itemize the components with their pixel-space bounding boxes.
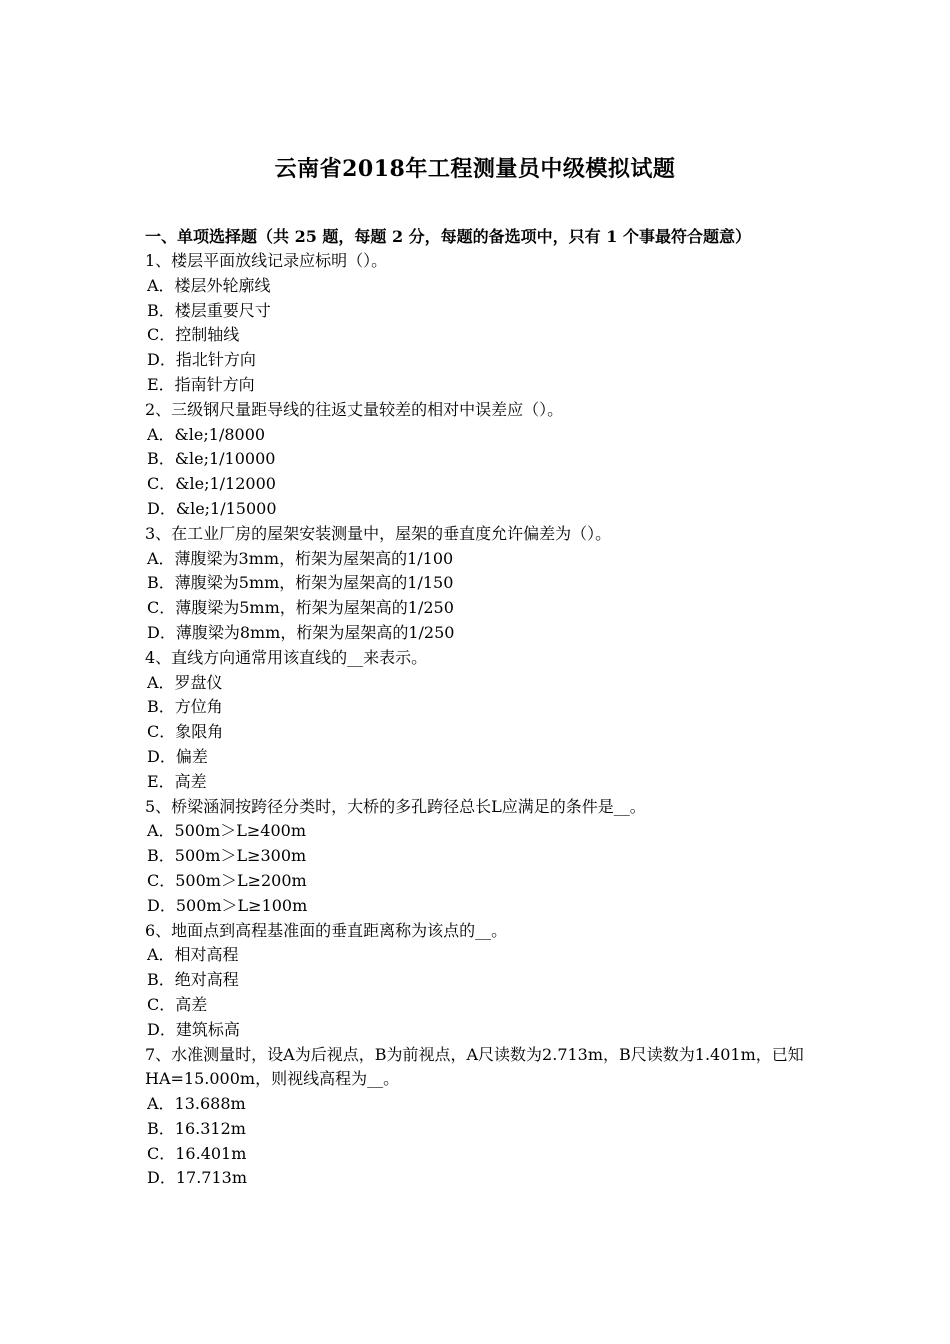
option-c: C．500m＞L≥200m [147, 870, 307, 890]
option-d: D．指北针方向 [147, 350, 256, 370]
question-stem: 1、楼层平面放线记录应标明（）。 [145, 251, 388, 270]
option-e: E．指南针方向 [147, 374, 255, 394]
question-stem: 4、直线方向通常用该直线的__来表示。 [145, 647, 428, 667]
question-stem: 5、桥梁涵洞按跨径分类时，大桥的多孔跨径总长L应满足的条件是__。 [145, 796, 646, 816]
question-2 [145, 398, 810, 522]
question-stem: 6、地面点到高程基准面的垂直距离称为该点的__。 [145, 920, 508, 940]
option-d: D．17.713m [147, 1168, 247, 1188]
option-b: B．绝对高程 [147, 970, 239, 990]
option-a: A．13.688m [147, 1094, 246, 1114]
option-d: D．建筑标高 [147, 1019, 240, 1039]
option-c: C．16.401m [147, 1143, 247, 1163]
option-c: C．&le;1/12000 [147, 474, 276, 494]
option-a: A．500m＞L≥400m [147, 821, 307, 841]
option-d: D．&le;1/15000 [147, 498, 277, 518]
option-a: A．薄腹梁为3mm，桁架为屋架高的1/100 [147, 548, 454, 568]
option-b: B．薄腹梁为5mm，桁架为屋架高的1/150 [147, 573, 454, 593]
document-title: 云南省2018年工程测量员中级模拟试题 [274, 156, 676, 182]
option-c: C．高差 [147, 994, 208, 1014]
option-a: A．罗盘仪 [147, 672, 223, 692]
option-d: D．偏差 [147, 746, 208, 766]
question-3 [145, 522, 810, 646]
question-stem: 2、三级钢尺量距导线的往返丈量较差的相对中误差应（）。 [145, 399, 564, 419]
section-heading: 一、单项选择题（共 25 题，每题 2 分，每题的备选项中，只有 1 个事最符合题意） [145, 227, 751, 246]
question-5 [145, 795, 810, 919]
option-c: C．控制轴线 [147, 325, 240, 345]
option-b: B．16.312m [147, 1118, 246, 1138]
option-a: A．楼层外轮廓线 [147, 275, 271, 295]
question-stem: 3、在工业厂房的屋架安装测量中，屋架的垂直度允许偏差为（）。 [145, 523, 612, 543]
option-c: C．象限角 [147, 722, 224, 742]
question-1 [145, 249, 810, 398]
option-d: D．薄腹梁为8mm，桁架为屋架高的1/250 [147, 622, 455, 642]
question-7 [145, 1043, 810, 1192]
option-b: B．&le;1/10000 [147, 449, 276, 469]
option-a: A．&le;1/8000 [147, 424, 266, 444]
option-b: B．500m＞L≥300m [147, 846, 307, 866]
option-c: C．薄腹梁为5mm，桁架为屋架高的1/250 [147, 598, 454, 618]
option-b: B．方位角 [147, 697, 223, 717]
option-b: B．楼层重要尺寸 [147, 300, 271, 320]
option-e: E．高差 [147, 771, 207, 791]
question-4 [145, 646, 810, 795]
question-stem: 7、水准测量时，设A为后视点，B为前视点，A尺读数为2.713m，B尺读数为1.401m，已知HA=15.000m，则视线高程为__。 [145, 1044, 804, 1089]
document-body [145, 224, 810, 1191]
option-d: D．500m＞L≥100m [147, 895, 308, 915]
option-a: A．相对高程 [147, 945, 239, 965]
question-6 [145, 919, 810, 1043]
